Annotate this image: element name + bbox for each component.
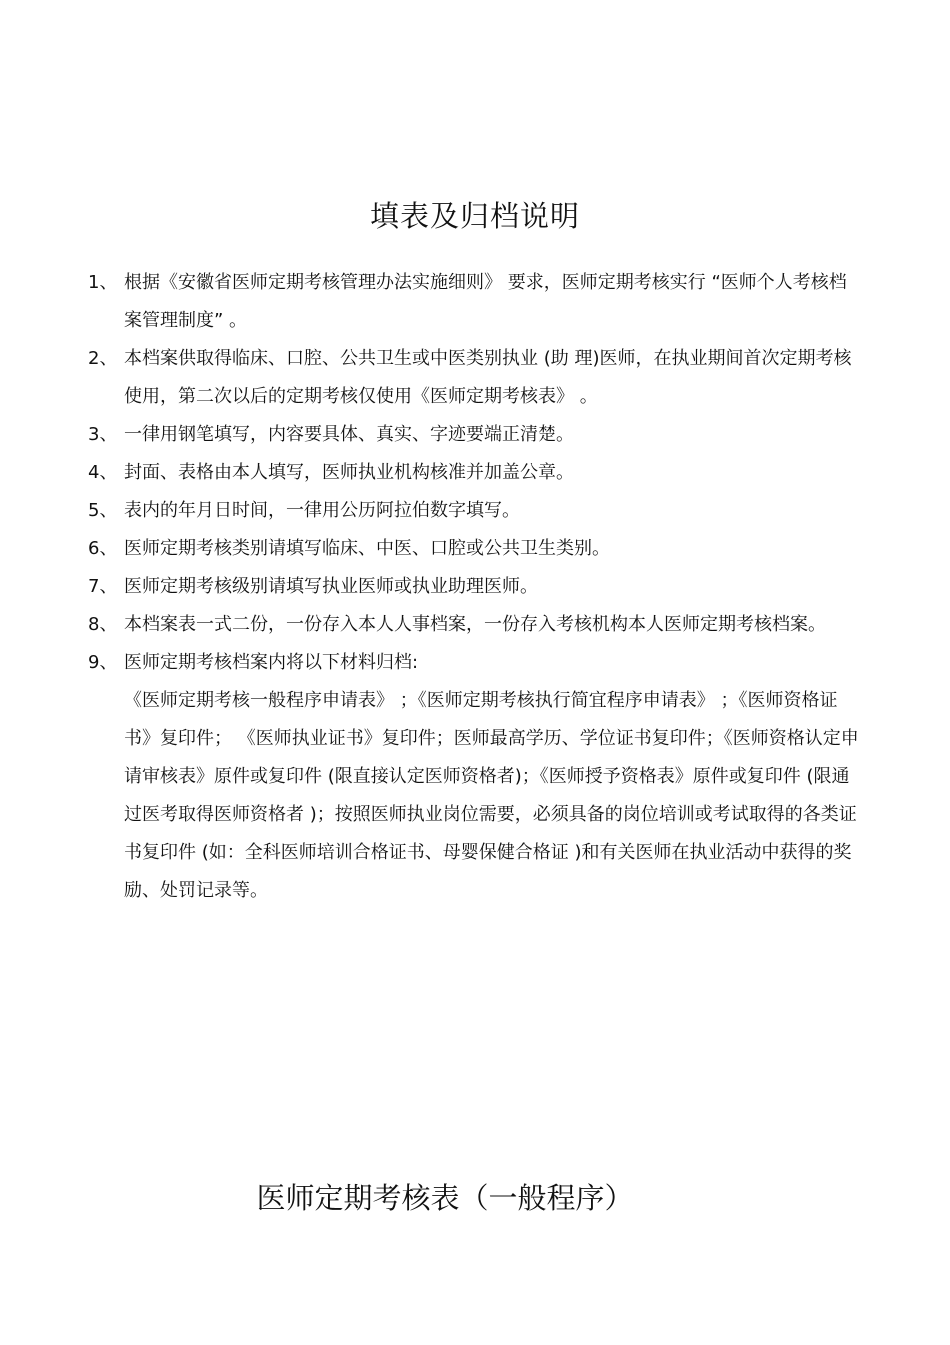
instruction-item-6 <box>88 530 863 568</box>
item-number: 2、 <box>88 348 118 369</box>
item-text: 一律用钢笔填写，内容要具体、真实、字迹要端正清楚。 <box>124 424 574 445</box>
instruction-item-4 <box>88 454 863 492</box>
item-number: 4、 <box>88 462 118 483</box>
item-text: 医师定期考核类别请填写临床、中医、口腔或公共卫生类别。 <box>124 538 610 559</box>
item-number: 3、 <box>88 424 118 445</box>
page-title: 填表及归档说明 <box>369 199 580 233</box>
item-number: 1、 <box>88 272 118 293</box>
item-number: 7、 <box>88 576 118 597</box>
item-text: 封面、表格由本人填写，医师执业机构核准并加盖公章。 <box>124 462 574 483</box>
item-subtext: 《医师定期考核一般程序申请表》 ；《医师定期考核执行简宜程序申请表》 ；《医师资格证书》复印件； 《医师执业证书》复印件；医师最高学历、学位证书复印件；《医师资格认定申请审核表》原件或复印件 (限直接认定医师资格者)；《医师授予资格表》原件或复印件 (限通过医考取得医师资格者 )；按照医师执业岗位需要，必须具备的岗位培训或考试取得的各类证书复印件 (如：全科医师培训合格证书、母婴保健合格证 )和有关医师在执业活动中获得的奖励、处罚记录等。 <box>124 690 859 901</box>
instruction-item-8 <box>88 606 863 644</box>
item-text: 医师定期考核级别请填写执业医师或执业助理医师。 <box>124 576 538 597</box>
item-number: 6、 <box>88 538 118 559</box>
item-text: 表内的年月日时间，一律用公历阿拉伯数字填写。 <box>124 500 520 521</box>
form-title: 医师定期考核表（一般程序） <box>256 1181 634 1215</box>
instruction-item-2 <box>88 340 863 416</box>
item-number: 8、 <box>88 614 118 635</box>
instruction-item-9 <box>88 644 863 910</box>
item-number: 9、 <box>88 652 118 673</box>
instruction-item-5 <box>88 492 863 530</box>
instruction-item-1 <box>88 264 863 340</box>
item-text: 医师定期考核档案内将以下材料归档: <box>124 652 419 673</box>
instruction-item-3 <box>88 416 863 454</box>
item-text: 本档案表一式二份，一份存入本人人事档案，一份存入考核机构本人医师定期考核档案。 <box>124 614 826 635</box>
item-text: 本档案供取得临床、口腔、公共卫生或中医类别执业 (助 理)医师，在执业期间首次定期考核使用，第二次以后的定期考核仅使用《医师定期考核表》 。 <box>124 348 852 407</box>
instruction-item-7 <box>88 568 863 606</box>
item-text: 根据《安徽省医师定期考核管理办法实施细则》 要求，医师定期考核实行 “医师个人考核档案管理制度” 。 <box>124 272 847 331</box>
item-number: 5、 <box>88 500 118 521</box>
instruction-list <box>88 264 863 910</box>
